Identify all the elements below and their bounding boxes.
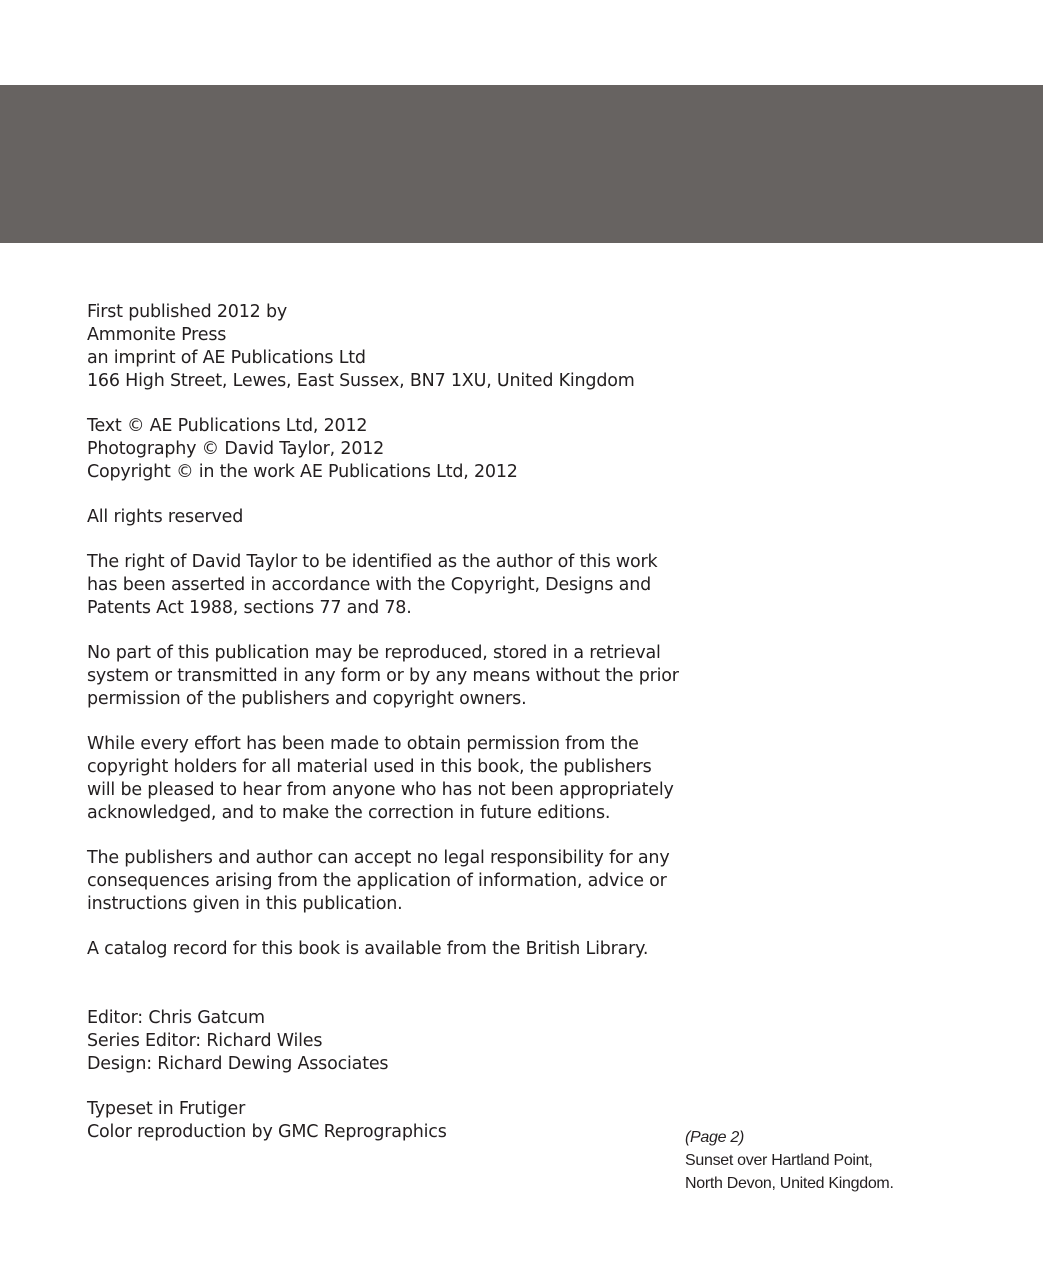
credits-block [87, 1007, 707, 1076]
permission-line: While every effort has been made to obtain permission from the [87, 734, 639, 754]
production-block [87, 1098, 707, 1144]
production-line: Color reproduction by GMC Reprographics [87, 1122, 447, 1142]
copyright-block [87, 415, 707, 484]
publisher-line: Ammonite Press [87, 325, 227, 345]
reproduction-line: system or transmitted in any form or by any means without the prior [87, 666, 679, 686]
publisher-line: First published 2012 by [87, 302, 288, 322]
permission-line: acknowledged, and to make the correction in future editions. [87, 803, 611, 823]
caption-line: North Devon, United Kingdom. [685, 1175, 894, 1192]
caption-line: Sunset over Hartland Point, [685, 1152, 873, 1169]
credits-line: Series Editor: Richard Wiles [87, 1031, 323, 1051]
moral-right-block [87, 551, 707, 620]
reproduction-block [87, 642, 707, 711]
credits-line: Design: Richard Dewing Associates [87, 1054, 389, 1074]
liability-line: instructions given in this publication. [87, 894, 403, 914]
caption-page-ref: (Page 2) [685, 1129, 744, 1146]
copyright-line: Text © AE Publications Ltd, 2012 [87, 416, 368, 436]
credits-line: Editor: Chris Gatcum [87, 1008, 265, 1028]
publisher-line: 166 High Street, Lewes, East Sussex, BN7 1XU, United Kingdom [87, 371, 635, 391]
reproduction-line: permission of the publishers and copyright owners. [87, 689, 527, 709]
liability-line: consequences arising from the application of information, advice or [87, 871, 667, 891]
publisher-block [87, 301, 707, 393]
imprint-text [87, 301, 707, 1144]
header-band [0, 85, 1043, 243]
catalog-line: A catalog record for this book is available from the British Library. [87, 939, 649, 959]
permission-block [87, 733, 707, 825]
moral-right-line: The right of David Taylor to be identified as the author of this work [87, 552, 658, 572]
copyright-line: Copyright © in the work AE Publications Ltd, 2012 [87, 462, 518, 482]
liability-line: The publishers and author can accept no legal responsibility for any [87, 848, 670, 868]
permission-line: copyright holders for all material used in this book, the publishers [87, 757, 652, 777]
reproduction-line: No part of this publication may be reproduced, stored in a retrieval [87, 643, 661, 663]
rights-line: All rights reserved [87, 507, 244, 527]
copyright-line: Photography © David Taylor, 2012 [87, 439, 385, 459]
production-line: Typeset in Frutiger [87, 1099, 246, 1119]
photo-caption [685, 1126, 1015, 1195]
rights-block [87, 506, 707, 529]
publisher-line: an imprint of AE Publications Ltd [87, 348, 366, 368]
moral-right-line: has been asserted in accordance with the Copyright, Designs and [87, 575, 651, 595]
permission-line: will be pleased to hear from anyone who has not been appropriately [87, 780, 674, 800]
liability-block [87, 847, 707, 916]
moral-right-line: Patents Act 1988, sections 77 and 78. [87, 598, 412, 618]
catalog-block [87, 938, 707, 961]
